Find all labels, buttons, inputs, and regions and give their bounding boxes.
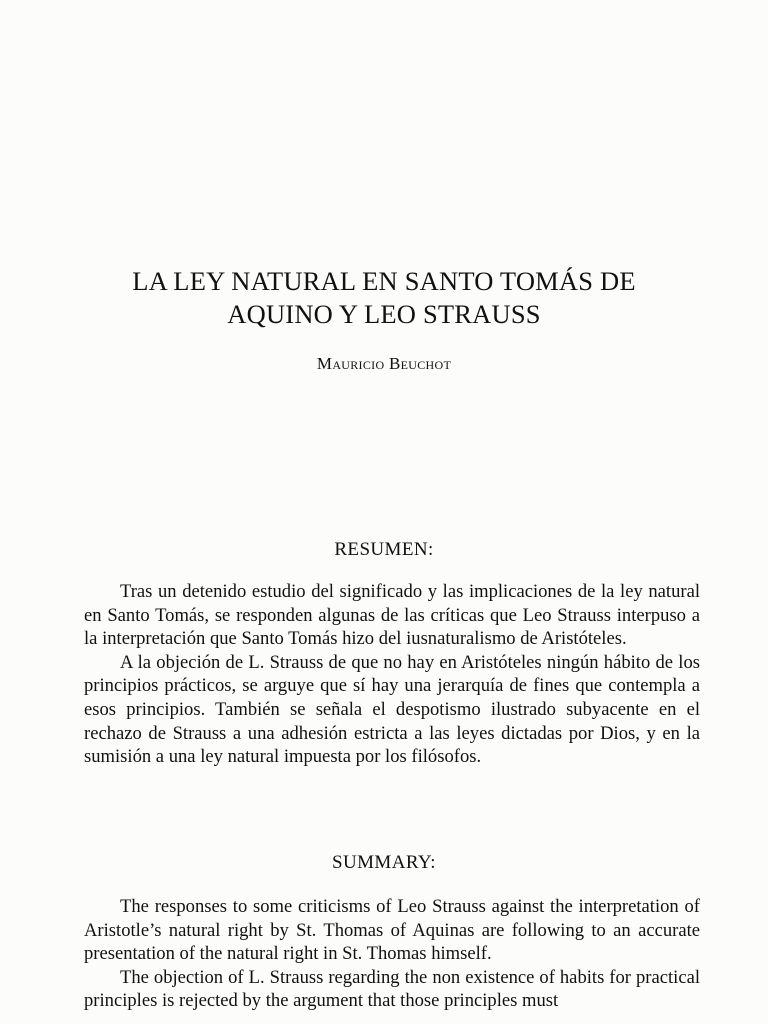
title-line-1: LA LEY NATURAL EN SANTO TOMÁS DE: [132, 266, 636, 296]
author-name: Mauricio Beuchot: [316, 354, 452, 373]
summary-paragraph-1: The responses to some criticisms of Leo Strauss against the interpretation of Aristotle’s natural right by St. Thomas of Aquinas are following to an accurate presentation of the natural right in St. Thomas himself.: [84, 896, 700, 965]
title-line-2: AQUINO Y LEO STRAUSS: [227, 299, 541, 329]
summary-body: [84, 895, 700, 1013]
article-title: [0, 265, 768, 331]
summary-heading: SUMMARY:: [332, 852, 436, 873]
resumen-body: [84, 580, 700, 769]
resumen-heading: RESUMEN:: [334, 539, 434, 560]
resumen-paragraph-1: Tras un detenido estudio del significado y las implicaciones de la ley natural en Santo Tomás, se responden algunas de las críticas que Leo Strauss interpuso a la interpretación que Santo Tomás hizo del iusnaturalismo de Aristóteles.: [84, 581, 700, 650]
summary-paragraph-2: The objection of L. Strauss regarding the non existence of habits for practical principles is rejected by the argument that those principles must: [84, 966, 700, 1012]
resumen-paragraph-2: A la objeción de L. Strauss de que no hay en Aristóteles ningún hábito de los principios prácticos, se arguye que sí hay una jerarquía de fines que contempla a esos principios. También se señala el despotismo ilustrado subyacente en el rechazo de Strauss a una adhesión estricta a las leyes dictadas por Dios, y en la sumisión a una ley natural impuesta por los filósofos.: [84, 651, 700, 768]
